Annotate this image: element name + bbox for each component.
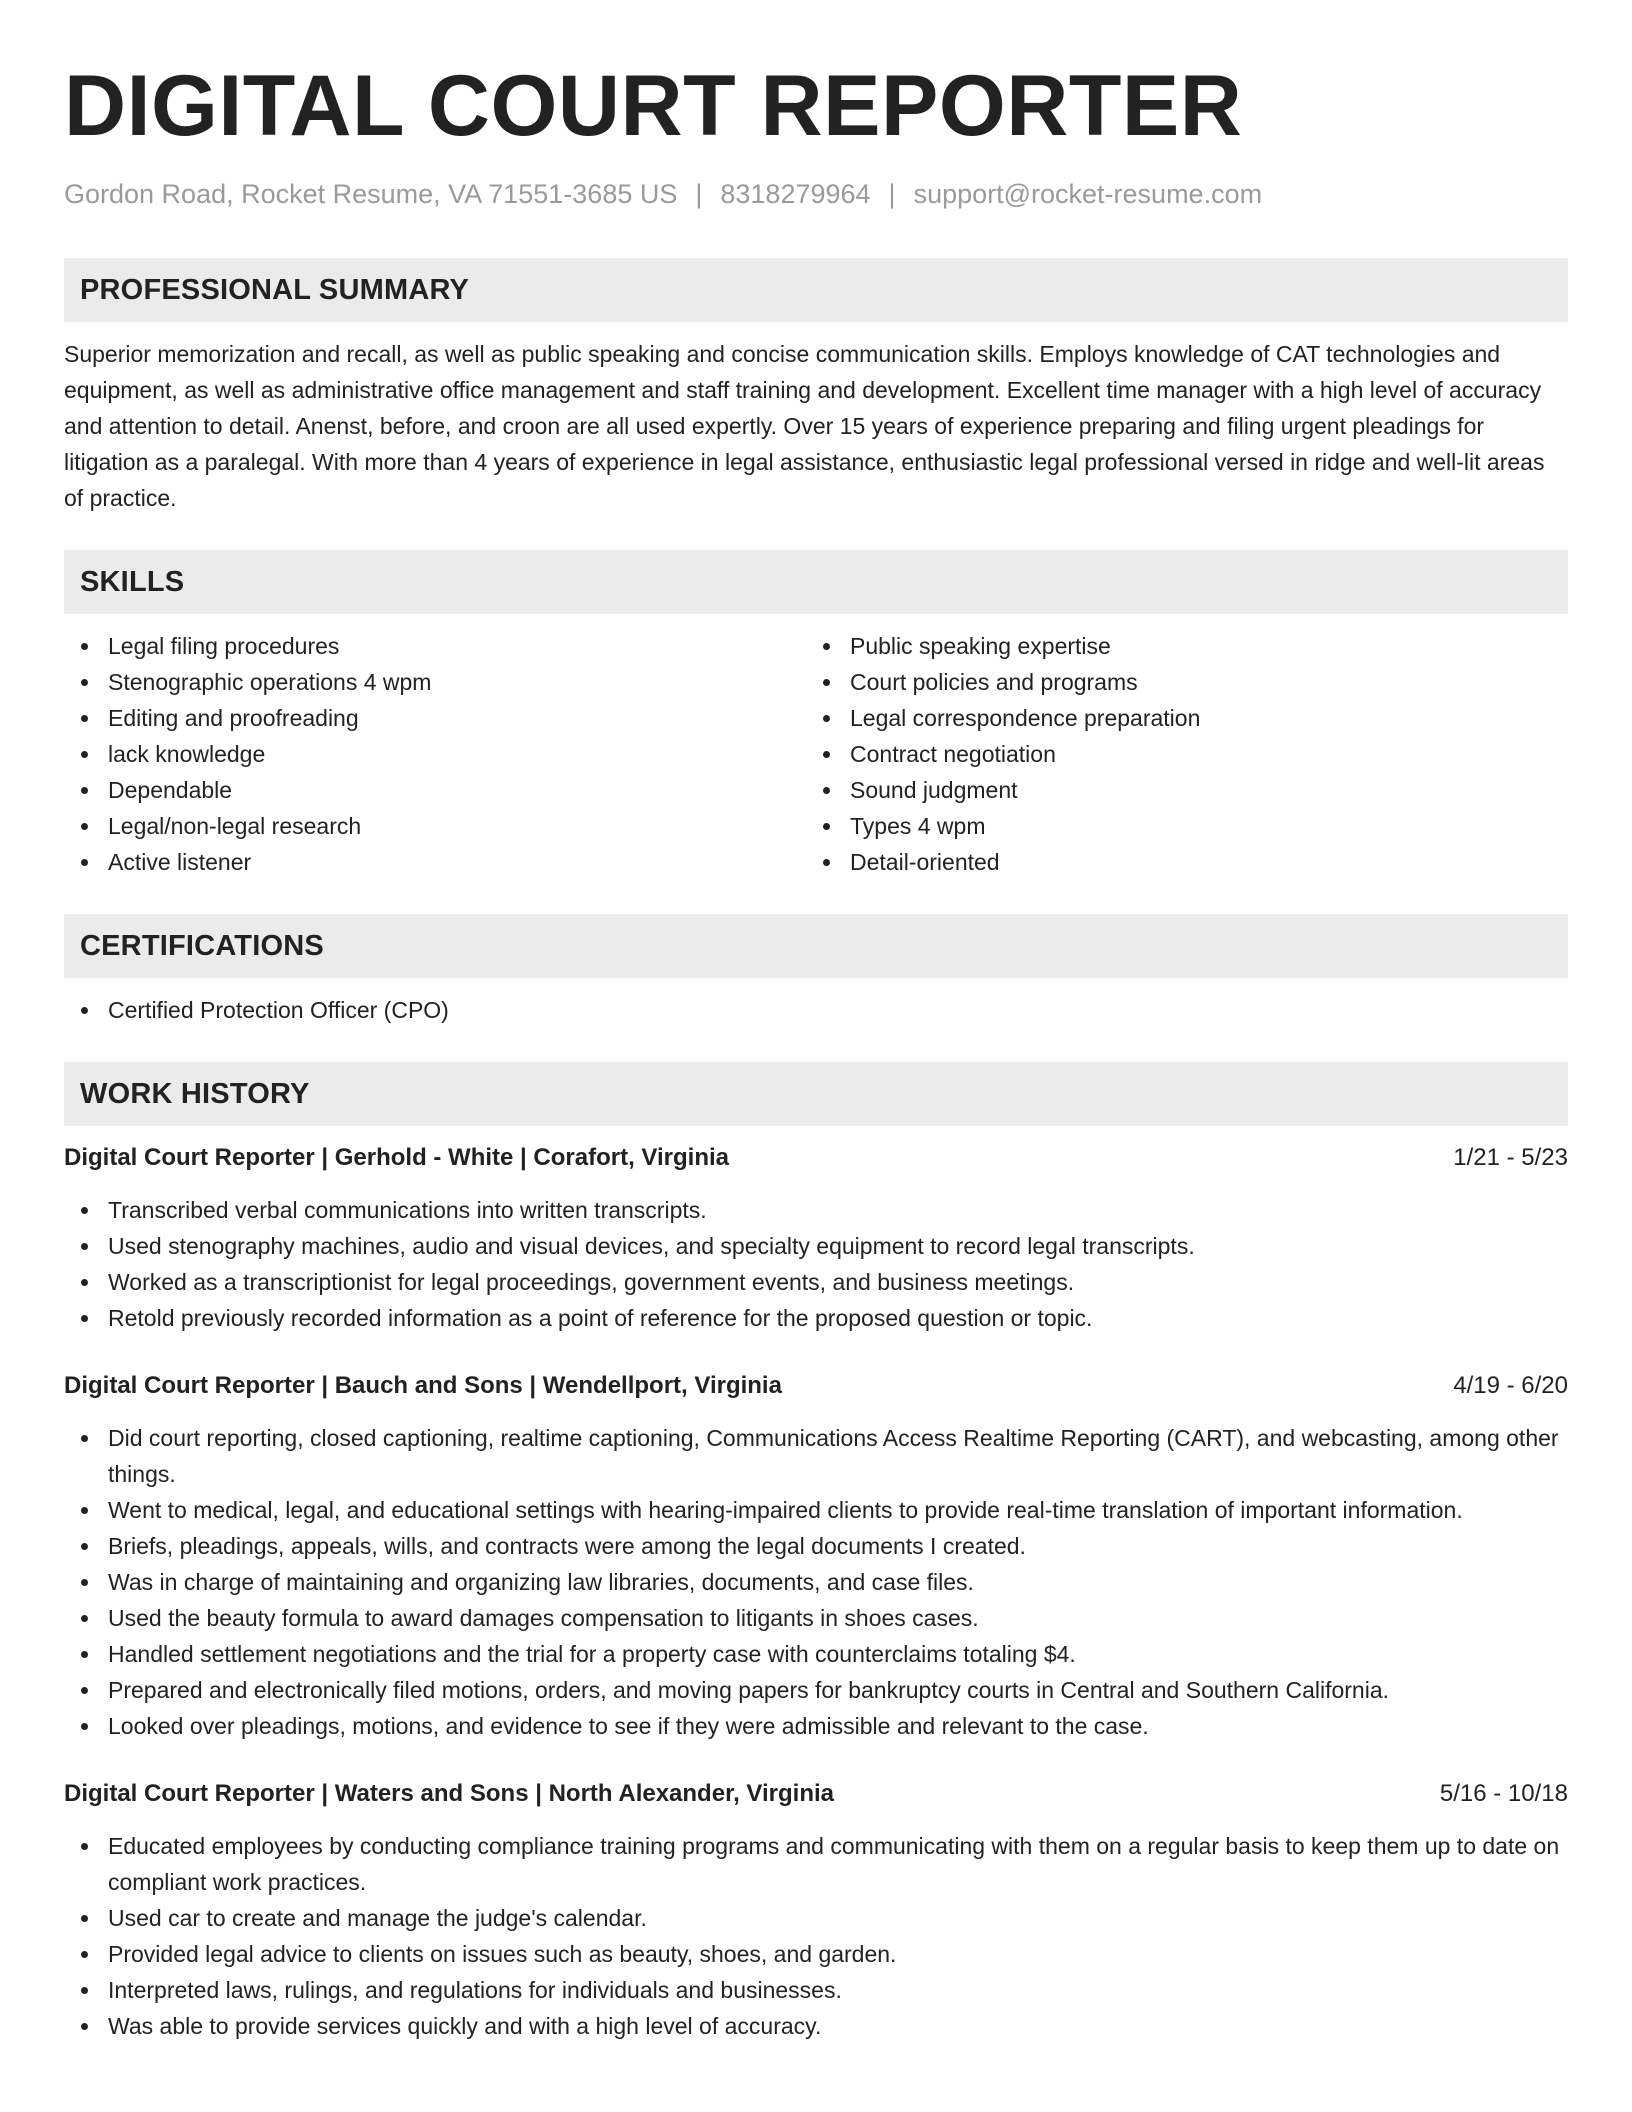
job-bullet: Prepared and electronically filed motions, orders, and moving papers for bankruptcy courts in Central and Southern California. — [64, 1672, 1568, 1708]
job-bullet: Handled settlement negotiations and the trial for a property case with counterclaims totaling $4. — [64, 1636, 1568, 1672]
summary-section — [64, 258, 1568, 516]
contact-separator: | — [695, 179, 703, 209]
job-bullet: Used stenography machines, audio and visual devices, and specialty equipment to record legal transcripts. — [64, 1228, 1568, 1264]
summary-heading: PROFESSIONAL SUMMARY — [64, 258, 1568, 322]
skill-item: Editing and proofreading — [64, 700, 806, 736]
skill-item: Stenographic operations 4 wpm — [64, 664, 806, 700]
job-bullet: Transcribed verbal communications into written transcripts. — [64, 1192, 1568, 1228]
job-entry — [64, 1368, 1568, 1744]
job-bullet: Looked over pleadings, motions, and evidence to see if they were admissible and relevant to the case. — [64, 1708, 1568, 1744]
skill-item: Contract negotiation — [806, 736, 1548, 772]
job-bullet: Interpreted laws, rulings, and regulations for individuals and businesses. — [64, 1972, 1568, 2008]
skill-item: lack knowledge — [64, 736, 806, 772]
job-dates: 5/16 - 10/18 — [1439, 1780, 1568, 1807]
job-bullet: Did court reporting, closed captioning, realtime captioning, Communications Access Realtime Reporting (CART), and webcasting, among other things. — [64, 1420, 1568, 1492]
job-bullet: Educated employees by conducting compliance training programs and communicating with them on a regular basis to keep them up to date on compliant work practices. — [64, 1828, 1568, 1900]
job-bullet: Provided legal advice to clients on issues such as beauty, shoes, and garden. — [64, 1936, 1568, 1972]
work-history-section — [64, 1062, 1568, 2044]
certifications-list — [64, 992, 1568, 1028]
job-header — [64, 1776, 1568, 1812]
job-bullets — [64, 1192, 1568, 1336]
job-bullet: Was in charge of maintaining and organizing law libraries, documents, and case files. — [64, 1564, 1568, 1600]
certifications-heading: CERTIFICATIONS — [64, 914, 1568, 978]
contact-address: Gordon Road, Rocket Resume, VA 71551-3685 US — [64, 179, 678, 209]
contact-phone: 8318279964 — [720, 179, 871, 209]
skill-item: Detail-oriented — [806, 844, 1548, 880]
skills-heading: SKILLS — [64, 550, 1568, 614]
job-bullets — [64, 1828, 1568, 2044]
job-bullet: Used the beauty formula to award damages compensation to litigants in shoes cases. — [64, 1600, 1568, 1636]
resume-page — [64, 56, 1568, 2044]
job-bullet: Worked as a transcriptionist for legal proceedings, government events, and business meetings. — [64, 1264, 1568, 1300]
job-bullet: Retold previously recorded information as a point of reference for the proposed question or topic. — [64, 1300, 1568, 1336]
skills-section — [64, 550, 1568, 880]
job-bullets — [64, 1420, 1568, 1744]
job-dates: 4/19 - 6/20 — [1453, 1372, 1568, 1399]
contact-email: support@rocket-resume.com — [913, 179, 1263, 209]
job-title: Digital Court Reporter | Gerhold - White | Corafort, Virginia — [64, 1144, 730, 1171]
job-bullet: Went to medical, legal, and educational settings with hearing-impaired clients to provide real-time translation of important information. — [64, 1492, 1568, 1528]
job-title: Digital Court Reporter | Bauch and Sons | Wendellport, Virginia — [64, 1372, 782, 1399]
job-header — [64, 1140, 1568, 1176]
resume-name: DIGITAL COURT REPORTER — [64, 58, 1243, 154]
skill-item: Types 4 wpm — [806, 808, 1548, 844]
job-title: Digital Court Reporter | Waters and Sons | North Alexander, Virginia — [64, 1780, 835, 1807]
skill-item: Legal/non-legal research — [64, 808, 806, 844]
skill-item: Sound judgment — [806, 772, 1548, 808]
skill-item: Dependable — [64, 772, 806, 808]
certifications-section — [64, 914, 1568, 1028]
job-entry — [64, 1140, 1568, 1336]
certification-item: Certified Protection Officer (CPO) — [64, 992, 1568, 1028]
job-entry — [64, 1776, 1568, 2044]
skill-item: Legal correspondence preparation — [806, 700, 1548, 736]
contact-line — [64, 176, 1568, 212]
job-bullet: Was able to provide services quickly and with a high level of accuracy. — [64, 2008, 1568, 2044]
skill-item: Active listener — [64, 844, 806, 880]
skills-left-column — [64, 628, 806, 880]
job-dates: 1/21 - 5/23 — [1453, 1144, 1568, 1171]
job-bullet: Briefs, pleadings, appeals, wills, and contracts were among the legal documents I created. — [64, 1528, 1568, 1564]
work-history-heading: WORK HISTORY — [64, 1062, 1568, 1126]
skills-right-column — [806, 628, 1548, 880]
skill-item: Court policies and programs — [806, 664, 1548, 700]
skills-grid — [64, 628, 1568, 880]
summary-text: Superior memorization and recall, as well as public speaking and concise communication skills. Employs knowledge of CAT technologies and equipment, as well as administrative office management and staff training and development. Excellent time manager with a high level of accuracy and attention to detail. Anenst, before, and croon are all used expertly. Over 15 years of experience preparing and filing urgent pleadings for litigation as a paralegal. With more than 4 years of experience in legal assistance, enthusiastic legal professional versed in ridge and well-lit areas of practice. — [64, 341, 1545, 511]
job-bullet: Used car to create and manage the judge's calendar. — [64, 1900, 1568, 1936]
skill-item: Legal filing procedures — [64, 628, 806, 664]
job-header — [64, 1368, 1568, 1404]
skill-item: Public speaking expertise — [806, 628, 1548, 664]
contact-separator: | — [888, 179, 896, 209]
